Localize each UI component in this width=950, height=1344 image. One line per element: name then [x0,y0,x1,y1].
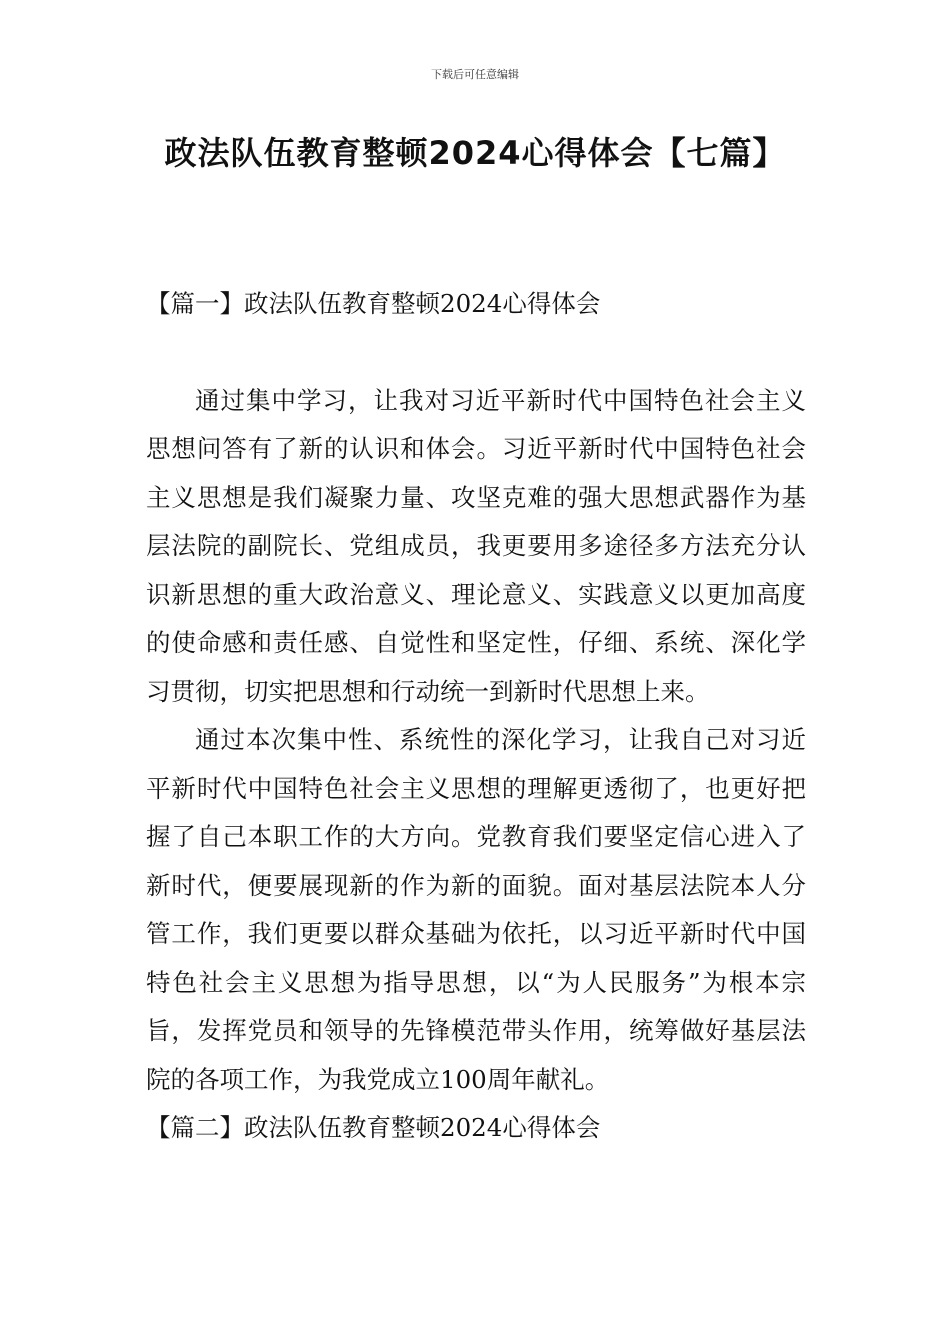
section-1-paragraph-1: 通过集中学习，让我对习近平新时代中国特色社会主义思想问答有了新的认识和体会。习近平新时代中国特色社会主义思想是我们凝聚力量、攻坚克难的强大思想武器作为基层法院的副院长、党组成员，我更要用多途径多方法充分认识新思想的重大政治意义、理论意义、实践意义以更加高度的使命感和责任感、自觉性和坚定性，仔细、系统、深化学习贯彻，切实把思想和行动统一到新时代思想上来。 [146,385,806,706]
document-body [146,280,806,1153]
header-note: 下载后可任意编辑 [431,68,519,81]
section-heading-1: 【篇一】政法队伍教育整顿2024心得体会 [146,289,601,318]
section-1-paragraph-2: 通过本次集中性、系统性的深化学习，让我自己对习近平新时代中国特色社会主义思想的理解更透彻了，也更好把握了自己本职工作的大方向。党教育我们要坚定信心进入了新时代，便要展现新的作为新的面貌。面对基层法院本人分管工作，我们更要以群众基础为依托，以习近平新时代中国特色社会主义思想为指导思想，以“为人民服务”为根本宗旨，发挥党员和领导的先锋模范带头作用，统筹做好基层法院的各项工作，为我党成立100周年献礼。 [146,725,806,1094]
section-heading-2: 【篇二】政法队伍教育整顿2024心得体会 [146,1113,601,1142]
document-title: 政法队伍教育整顿2024心得体会【七篇】 [164,134,786,172]
